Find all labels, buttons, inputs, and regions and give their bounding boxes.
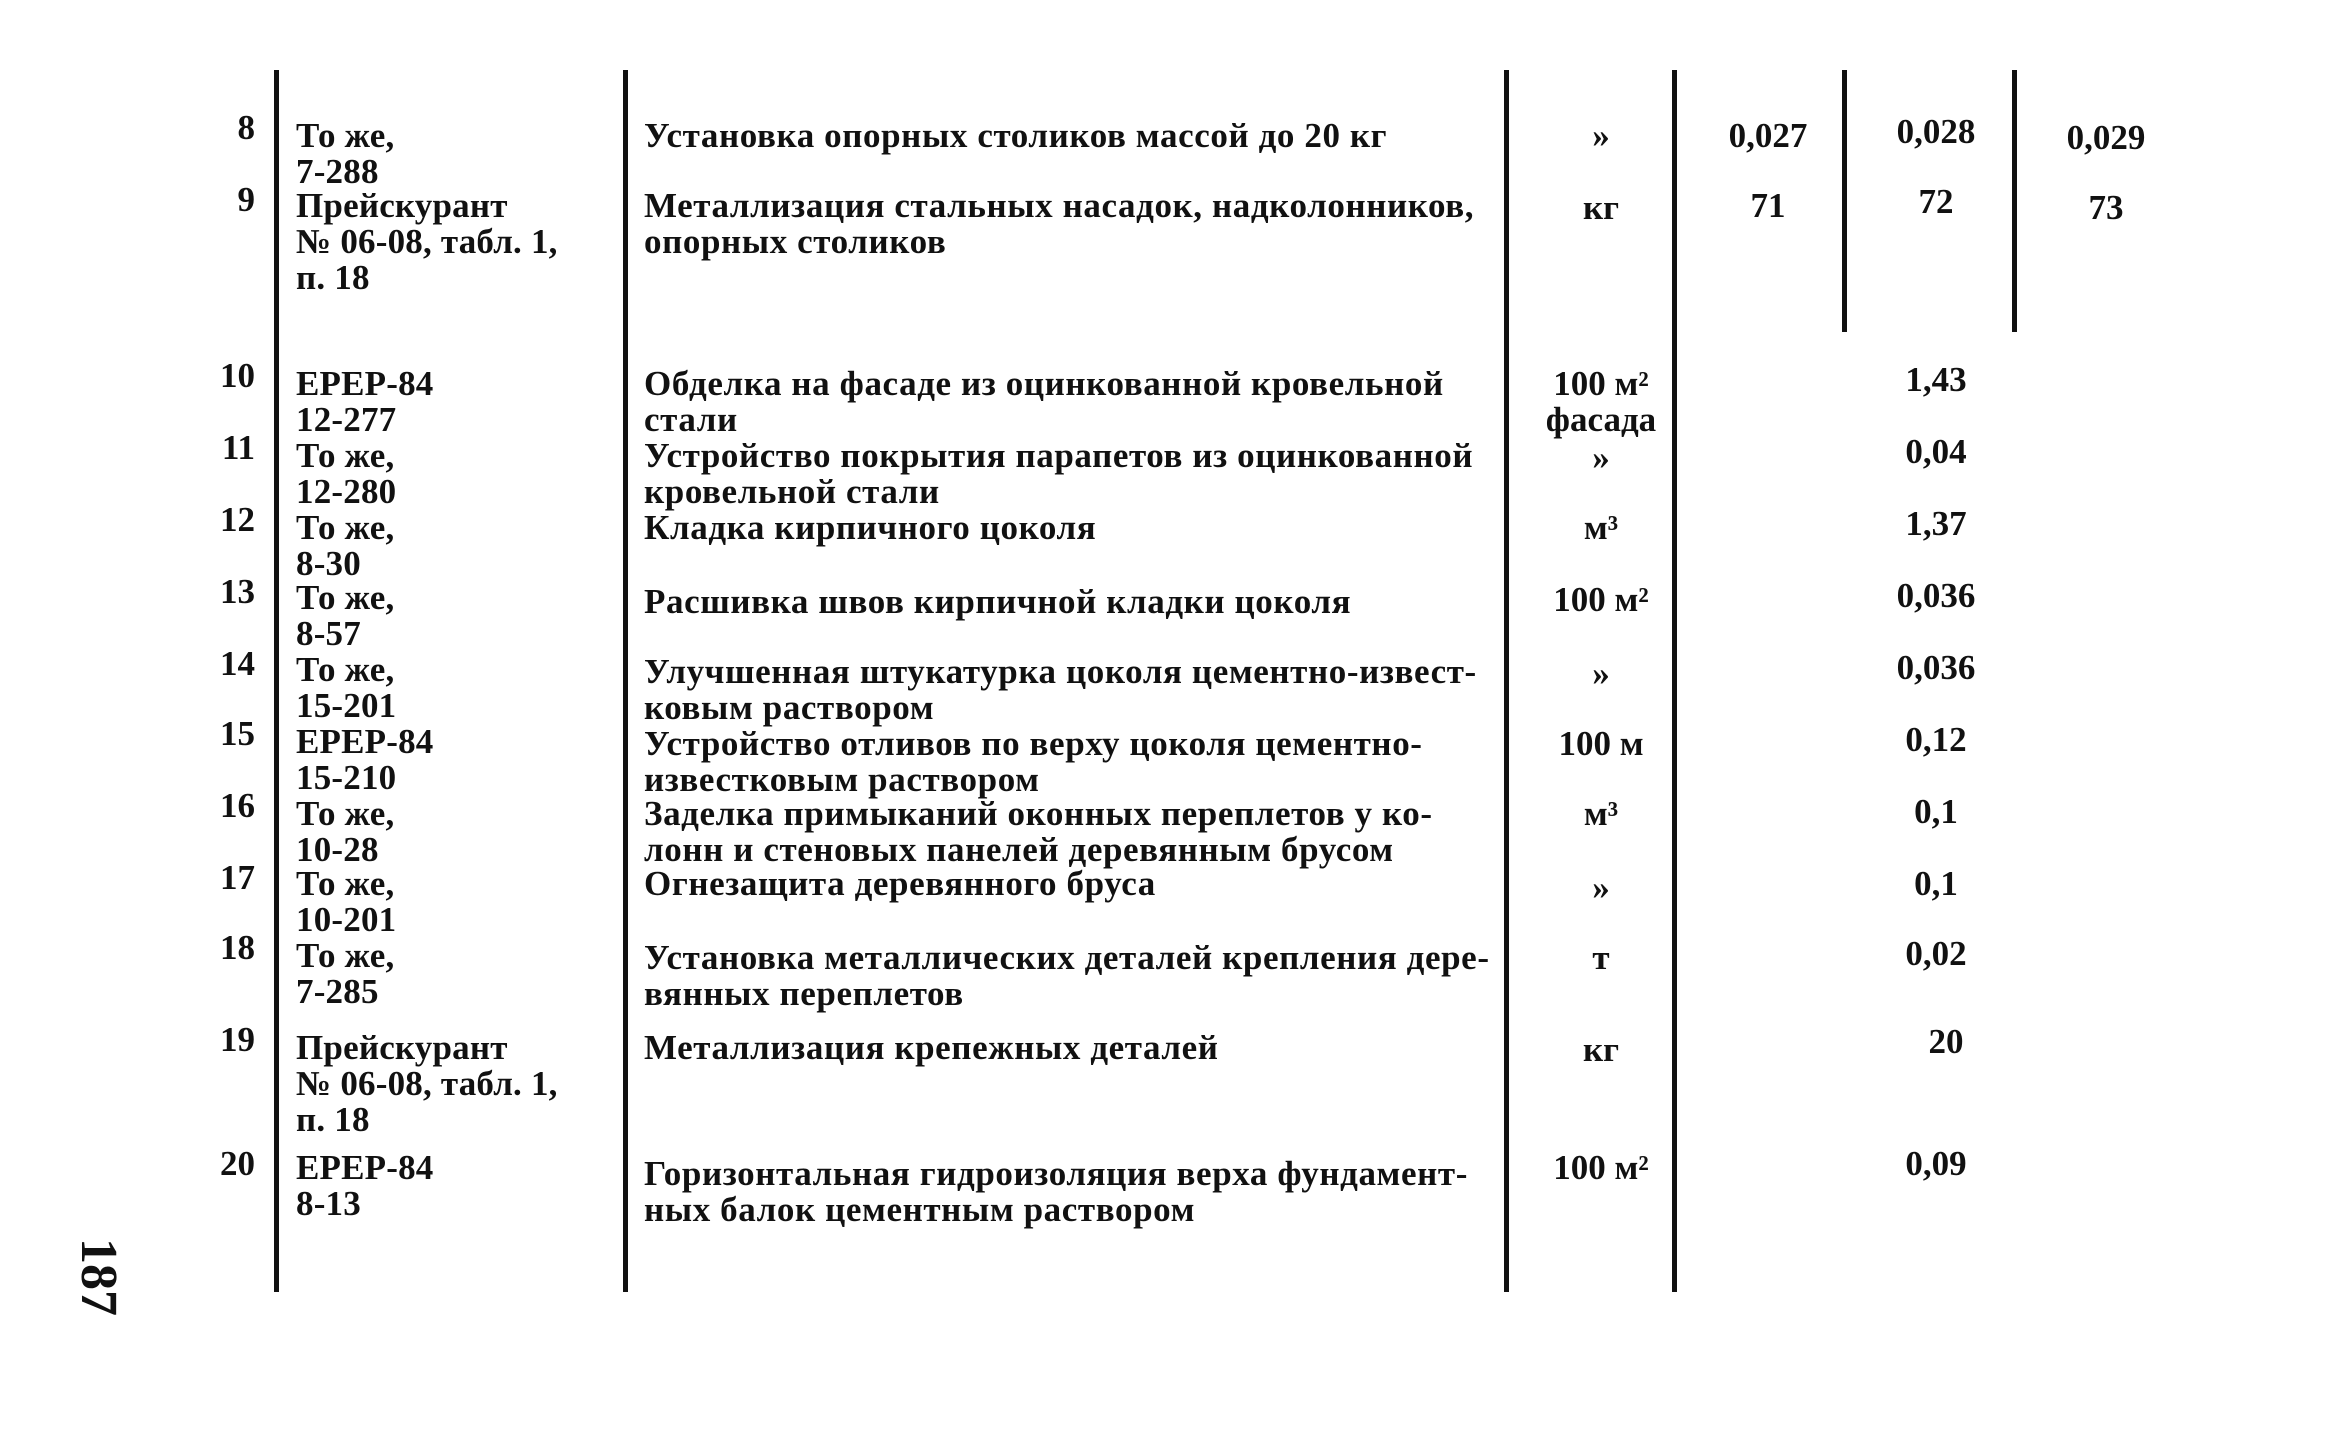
row-unit: 100 м² — [1553, 580, 1649, 619]
row-source: Прейскурант № 06-08, табл. 1, п. 18 — [296, 186, 558, 297]
row-description: Горизонтальная гидроизоляция верха фундамент- ных балок цементным раствором — [644, 1154, 1468, 1229]
row-description: Установка опорных столиков массой до 20 кг — [644, 116, 1388, 155]
row-value-2: 0,028 — [1896, 112, 1976, 151]
row-number: 9 — [237, 180, 255, 219]
row-description: Устройство покрытия парапетов из оцинкованной кровельной стали — [644, 436, 1474, 511]
row-description: Огнезащита деревянного бруса — [644, 864, 1156, 903]
row-source: То же, 12-280 — [296, 436, 397, 511]
row-source: То же, 10-201 — [296, 864, 397, 939]
row-source: ЕРЕР-84 12-277 — [296, 364, 434, 439]
row-unit: » — [1592, 116, 1610, 155]
row-unit: » — [1592, 438, 1610, 477]
row-unit: т — [1592, 938, 1610, 977]
row-value: 0,036 — [1896, 648, 1976, 687]
row-description: Кладка кирпичного цоколя — [644, 508, 1097, 547]
row-number: 12 — [220, 500, 255, 539]
row-value: 1,43 — [1905, 360, 1967, 399]
row-unit: » — [1592, 868, 1610, 907]
row-source: Прейскурант № 06-08, табл. 1, п. 18 — [296, 1028, 558, 1139]
row-number: 8 — [237, 108, 255, 147]
row-number: 19 — [220, 1020, 255, 1059]
row-unit: 100 м — [1558, 724, 1644, 763]
row-value: 0,1 — [1914, 864, 1958, 903]
row-description: Установка металлических деталей крепления дере- вянных переплетов — [644, 938, 1490, 1013]
row-number: 14 — [220, 644, 255, 683]
row-value-1: 0,027 — [1728, 116, 1808, 155]
row-value: 0,1 — [1914, 792, 1958, 831]
row-number: 10 — [220, 356, 255, 395]
row-source: То же, 15-201 — [296, 650, 397, 725]
row-value-3: 0,029 — [2066, 118, 2146, 157]
row-value: 0,09 — [1905, 1144, 1967, 1183]
row-value: 0,04 — [1905, 432, 1967, 471]
row-value-1: 71 — [1750, 186, 1786, 225]
row-unit: кг — [1582, 188, 1620, 227]
row-unit: » — [1592, 654, 1610, 693]
row-unit: м³ — [1583, 508, 1619, 547]
row-value-3: 73 — [2088, 188, 2124, 227]
row-value: 0,12 — [1905, 720, 1967, 759]
row-description: Заделка примыканий оконных переплетов у ко- лонн и стеновых панелей деревянным брусом — [644, 794, 1433, 869]
row-source: То же, 7-285 — [296, 936, 395, 1011]
row-number: 15 — [220, 714, 255, 753]
row-value: 1,37 — [1905, 504, 1967, 543]
row-source: ЕРЕР-84 15-210 — [296, 722, 434, 797]
row-value: 20 — [1928, 1022, 1964, 1061]
row-source: То же, 8-30 — [296, 508, 395, 583]
row-unit: кг — [1582, 1030, 1620, 1069]
row-source: То же, 7-288 — [296, 116, 395, 191]
row-value: 0,02 — [1905, 934, 1967, 973]
row-number: 17 — [220, 858, 255, 897]
row-value-2: 72 — [1918, 182, 1954, 221]
row-value: 0,036 — [1896, 576, 1976, 615]
row-number: 11 — [221, 428, 255, 467]
row-unit: м³ — [1583, 794, 1619, 833]
row-source: То же, 10-28 — [296, 794, 395, 869]
row-description: Металлизация стальных насадок, надколонников, опорных столиков — [644, 186, 1475, 261]
row-source: ЕРЕР-84 8-13 — [296, 1148, 434, 1223]
row-unit: 100 м² — [1553, 1148, 1649, 1187]
row-number: 13 — [220, 572, 255, 611]
column-rule-1 — [274, 70, 279, 1292]
row-description: Обделка на фасаде из оцинкованной кровельной стали — [644, 364, 1444, 439]
column-rule-2 — [623, 70, 628, 1292]
row-source: То же, 8-57 — [296, 578, 395, 653]
row-description: Расшивка швов кирпичной кладки цоколя — [644, 582, 1352, 621]
row-number: 16 — [220, 786, 255, 825]
row-description: Улучшенная штукатурка цоколя цементно-извест- ковым раствором — [644, 652, 1477, 727]
page-number: 187 — [70, 1238, 127, 1316]
row-number: 18 — [220, 928, 255, 967]
row-unit: 100 м² фасада — [1545, 364, 1657, 439]
row-description: Металлизация крепежных деталей — [644, 1028, 1219, 1067]
row-description: Устройство отливов по верху цоколя цементно- известковым раствором — [644, 724, 1423, 799]
row-number: 20 — [220, 1144, 255, 1183]
